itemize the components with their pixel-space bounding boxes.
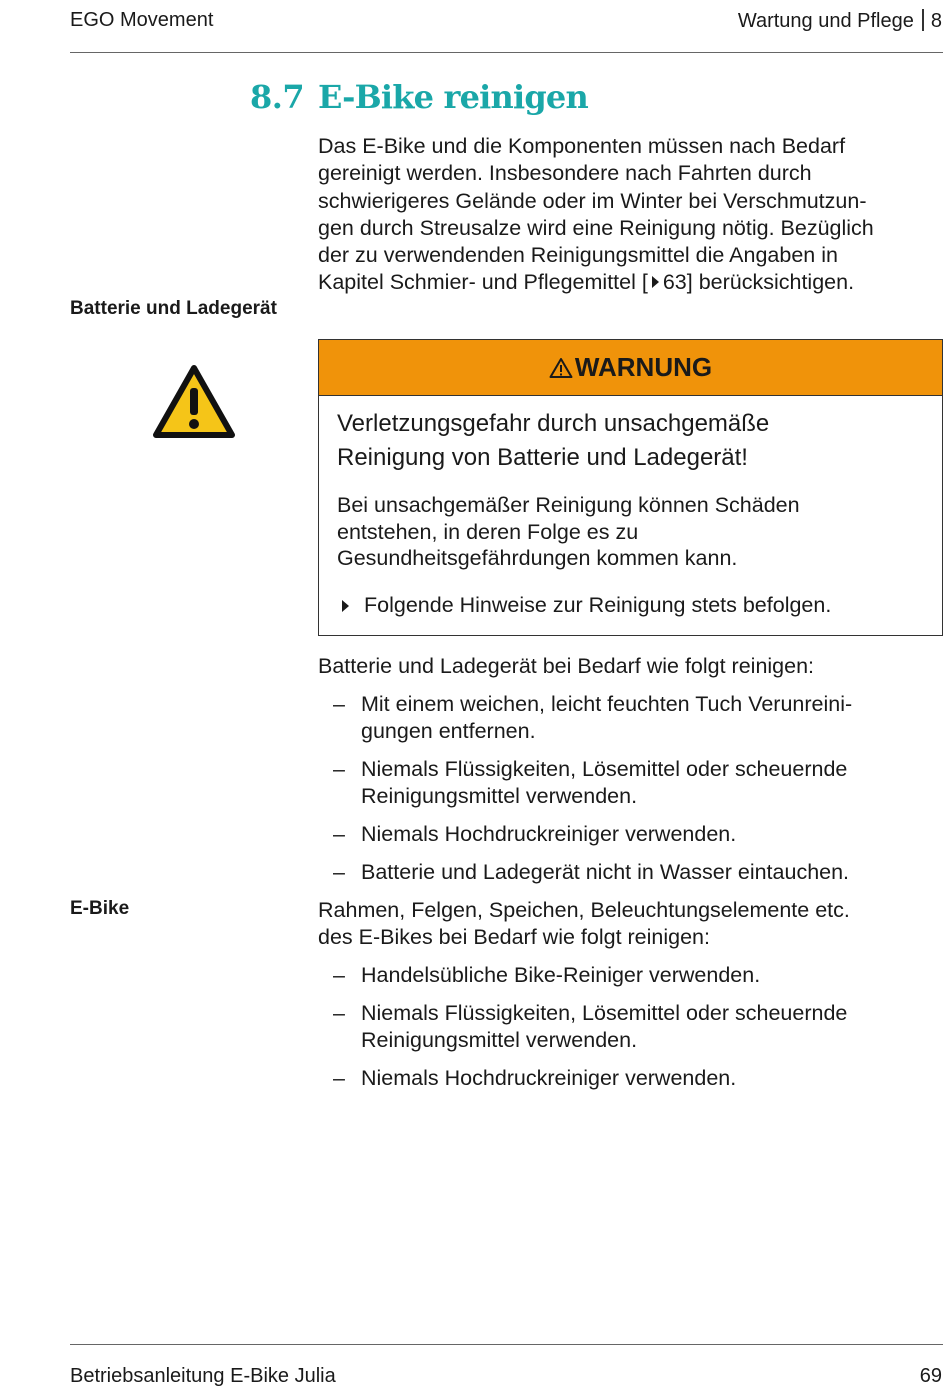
warning-text-line: entstehen, in deren Folge es zu <box>337 519 639 544</box>
cross-reference-link[interactable] <box>390 270 693 294</box>
action-arrow-icon <box>342 600 349 612</box>
intro-paragraph <box>318 133 943 297</box>
list-item-text: Handelsübliche Bike-Reiniger verwenden. <box>361 963 761 987</box>
side-label-battery: Batterie und Ladegerät <box>70 298 277 319</box>
header-chapter-number: 8 <box>930 10 942 32</box>
intro-line: der zu verwendenden Reinigungsmittel die Angaben in <box>318 243 838 268</box>
list-item-text: Reinigungsmittel verwenden. <box>361 784 638 809</box>
list-item <box>333 1065 938 1092</box>
list-item-text: Niemals Flüssigkeiten, Lösemittel oder scheuernde <box>361 757 848 782</box>
side-label-ebike: E-Bike <box>70 898 130 919</box>
ebike-intro-line: Rahmen, Felgen, Speichen, Beleuchtungselemente etc. <box>318 898 850 922</box>
list-item <box>333 821 938 848</box>
header-chapter-title: Wartung und Pflege <box>737 10 914 32</box>
ebike-intro <box>318 897 943 952</box>
cross-reference-label: Schmier- und Pflegemittel [ <box>389 270 648 295</box>
list-item-text: Reinigungsmittel verwenden. <box>361 1028 638 1053</box>
intro-line-last <box>318 269 943 296</box>
list-dash: – <box>333 859 345 884</box>
list-item <box>333 691 938 746</box>
list-dash: – <box>333 963 345 987</box>
list-item-text: Niemals Hochdruckreiniger verwenden. <box>361 1065 737 1090</box>
header-brand: EGO Movement <box>70 9 214 31</box>
section-number: 8.7 <box>250 78 305 116</box>
section-title: E-Bike reinigen <box>318 78 588 116</box>
list-item-text: gungen entfernen. <box>361 719 536 744</box>
page-arrow-icon <box>652 276 659 288</box>
warning-title <box>337 407 927 474</box>
header-chapter <box>738 9 942 33</box>
intro-line: schwierigeres Gelände oder im Winter bei Verschmutzun- <box>318 188 867 213</box>
warning-banner <box>319 340 942 396</box>
list-item-text: Mit einem weichen, leicht feuchten Tuch Verunreini- <box>361 692 853 716</box>
warning-title-line: Verletzungsgefahr durch unsachgemäße <box>337 410 770 437</box>
warning-triangle-icon <box>152 364 236 445</box>
warning-text-line: Bei unsachgemäßer Reinigung können Schäden <box>337 493 800 517</box>
header-rule <box>70 52 943 53</box>
warning-box <box>318 339 943 636</box>
warning-title-line: Reinigung von Batterie und Ladegerät! <box>337 443 748 471</box>
small-warning-icon <box>549 357 573 379</box>
header-separator <box>922 9 924 31</box>
intro-line: gen durch Streusalze wird eine Reinigung nötig. Bezüglich <box>318 215 874 240</box>
cross-reference-page: 63] <box>662 270 693 295</box>
list-dash: – <box>333 822 345 847</box>
warning-signal-word: WARNUNG <box>574 352 713 382</box>
warning-action <box>337 593 831 618</box>
list-item <box>333 756 938 811</box>
intro-prefix: Kapitel <box>318 270 390 295</box>
battery-intro: Batterie und Ladegerät bei Bedarf wie folgt reinigen: <box>318 654 815 678</box>
ebike-list <box>333 962 938 1103</box>
list-dash: – <box>333 1065 345 1090</box>
list-item <box>333 1000 938 1055</box>
intro-suffix: berücksichtigen. <box>692 270 855 295</box>
page-number: 69 <box>919 1365 942 1387</box>
list-item-text: Niemals Hochdruckreiniger verwenden. <box>361 822 737 847</box>
list-item-text: Niemals Flüssigkeiten, Lösemittel oder scheuernde <box>361 1000 848 1025</box>
ebike-intro-line: des E-Bikes bei Bedarf wie folgt reinigen: <box>318 925 710 950</box>
list-item <box>333 962 938 989</box>
footer-rule <box>70 1344 943 1345</box>
list-dash: – <box>333 1000 345 1025</box>
list-item <box>333 859 938 886</box>
list-dash: – <box>333 692 345 716</box>
footer-title: Betriebsanleitung E-Bike Julia <box>70 1365 336 1387</box>
battery-list <box>333 691 938 897</box>
list-item-text: Batterie und Ladegerät nicht in Wasser eintauchen. <box>361 859 850 884</box>
warning-text <box>337 492 927 572</box>
warning-action-text: Folgende Hinweise zur Reinigung stets befolgen. <box>364 593 832 617</box>
intro-line: Das E-Bike und die Komponenten müssen nach Bedarf <box>318 134 846 158</box>
list-dash: – <box>333 757 345 782</box>
intro-line: gereinigt werden. Insbesondere nach Fahrten durch <box>318 161 812 186</box>
warning-text-line: Gesundheitsgefährdungen kommen kann. <box>337 546 738 571</box>
